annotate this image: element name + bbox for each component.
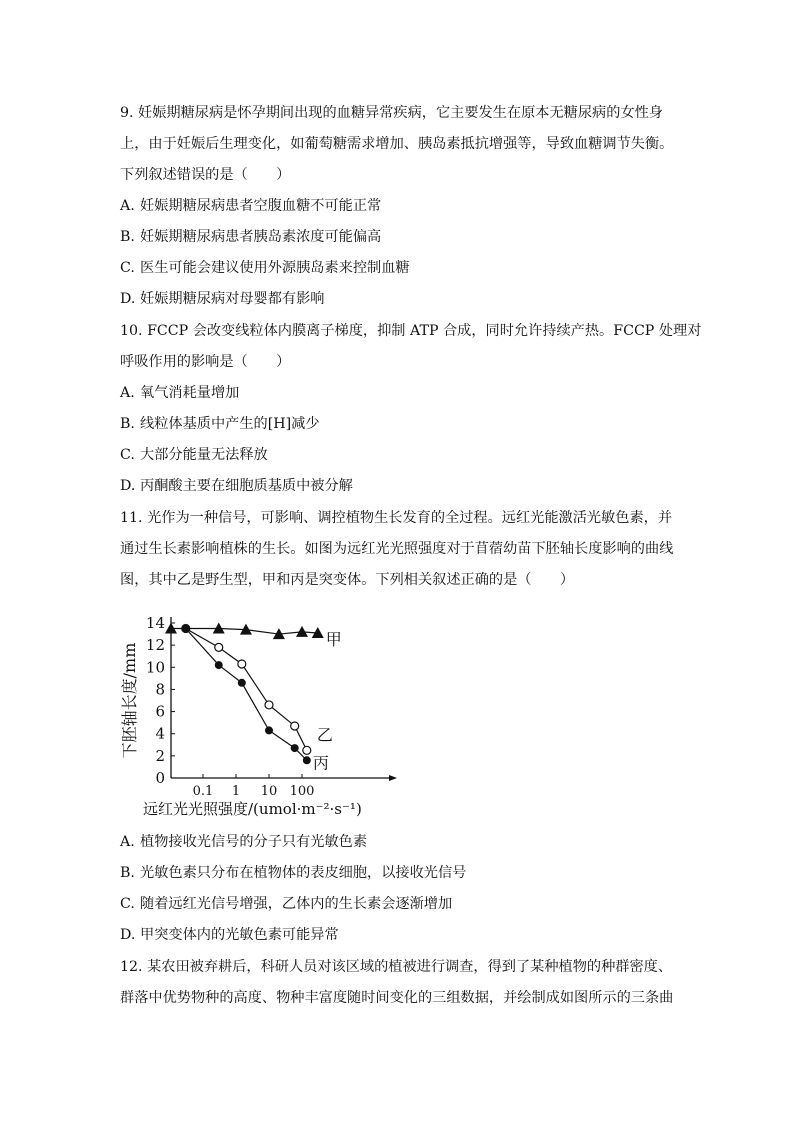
y-tick-label: 6 (155, 702, 165, 721)
q11-option-a (120, 833, 367, 851)
option-text: 甲突变体内的光敏色素可能异常 (140, 927, 339, 943)
option-letter: A. (120, 385, 135, 401)
option-letter: D. (120, 291, 136, 307)
point-triangle (296, 626, 308, 637)
point-filled-circle (238, 679, 246, 687)
point-open-circle (238, 660, 246, 668)
option-text: 妊娠期糖尿病患者空腹血糖不可能正常 (140, 198, 382, 214)
option-text: 随着远红光信号增强，乙体内的生长素会逐渐增加 (140, 896, 453, 912)
point-filled-circle (291, 744, 299, 752)
q9-stem-line-2: 上，由于妊娠后生理变化，如葡萄糖需求增加、胰岛素抵抗增强等，导致血糖调节失衡。 (120, 136, 674, 152)
x-tick-label: 0.1 (192, 784, 214, 799)
y-tick-label: 4 (155, 724, 165, 743)
option-text: 光敏色素只分布在植物体的表皮细胞，以接收光信号 (140, 865, 467, 881)
option-letter: B. (120, 416, 135, 432)
q11-option-d (120, 926, 339, 944)
option-letter: D. (120, 927, 136, 943)
option-text: 植物接收光信号的分子只有光敏色素 (140, 834, 368, 850)
q11-stem-line-2: 通过生长素影响植株的生长。如图为远红光光照强度对于苜蓿幼苗下胚轴长度影响的曲线 (120, 541, 674, 557)
q10-option-c (120, 446, 268, 464)
y-tick-label: 10 (145, 658, 165, 677)
option-letter: B. (120, 865, 135, 881)
point-open-circle (265, 701, 273, 709)
point-filled-circle (303, 756, 311, 764)
option-text: 妊娠期糖尿病对母婴都有影响 (140, 291, 325, 307)
point-open-circle (303, 746, 311, 754)
y-tick-label: 14 (145, 614, 165, 632)
x-tick-label: 100 (289, 784, 315, 799)
q9-stem-line-3: 下列叙述错误的是（ ） (120, 167, 291, 183)
series-label-乙: 乙 (316, 725, 333, 745)
series-label-丙: 丙 (312, 753, 329, 773)
q9-option-d (120, 290, 324, 308)
y-tick-label: 8 (155, 680, 165, 699)
option-letter: C. (120, 447, 135, 463)
q9-stem-line-1: 9. 妊娠期糖尿病是怀孕期间出现的血糖异常疾病，它主要发生在原本无糖尿病的女性身 (120, 105, 663, 121)
q10-option-b (120, 415, 320, 433)
point-open-circle (215, 643, 223, 651)
q11-stem-line-3: 图，其中乙是野生型，甲和丙是突变体。下列相关叙述正确的是（ ） (120, 572, 575, 588)
option-text: 丙酮酸主要在细胞质基质中被分解 (140, 478, 353, 494)
q9-option-c (120, 259, 410, 277)
q10-stem-line-1: 10. FCCP 会改变线粒体内膜离子梯度，抑制 ATP 合成，同时允许持续产热。FCCP 处理对 (120, 323, 702, 339)
y-axis-label: 下胚轴长度/mm (120, 642, 139, 759)
q10-option-d (120, 477, 353, 495)
q10-stem-line-2: 呼吸作用的影响是（ ） (120, 354, 291, 370)
option-text: 大部分能量无法释放 (140, 447, 268, 463)
y-tick-label: 2 (155, 746, 165, 765)
option-letter: A. (120, 834, 135, 850)
x-tick-label: 10 (260, 784, 278, 799)
q12-stem-line-1: 12. 某农田被弃耕后，科研人员对该区域的植被进行调查，得到了某种植物的种群密度、 (120, 959, 673, 975)
option-letter: D. (120, 478, 136, 494)
point-filled-circle (265, 726, 273, 734)
q11-option-c (120, 895, 452, 913)
option-letter: C. (120, 260, 135, 276)
q11-option-b (120, 864, 466, 882)
q10-option-a (120, 384, 239, 402)
option-text: 氧气消耗量增加 (140, 385, 240, 401)
y-tick-label: 0 (155, 769, 165, 787)
option-text: 妊娠期糖尿病患者胰岛素浓度可能偏高 (140, 229, 382, 245)
option-letter: B. (120, 229, 135, 245)
q12-stem-line-2: 群落中优势物种的高度、物种丰富度随时间变化的三组数据，并绘制成如图所示的三条曲 (120, 990, 674, 1006)
x-tick-label: 1 (231, 784, 241, 799)
option-text: 线粒体基质中产生的[H]减少 (140, 416, 320, 432)
point-open-circle (291, 722, 299, 730)
series-label-甲: 甲 (325, 629, 342, 649)
q9-option-a (120, 197, 381, 215)
option-letter: A. (120, 198, 135, 214)
point-filled-circle (182, 625, 190, 633)
option-text: 医生可能会建议使用外源胰岛素来控制血糖 (140, 260, 410, 276)
point-filled-circle (215, 661, 223, 669)
option-letter: C. (120, 896, 135, 912)
hypocotyl-length-chart (115, 605, 415, 825)
x-axis-arrow (389, 775, 397, 781)
series-line-丙 (186, 629, 307, 761)
q11-stem-line-1: 11. 光作为一种信号，可影响、调控植物生长发育的全过程。远红光能激活光敏色素，并 (120, 510, 673, 526)
x-axis-label: 远红光光照强度/(umol·m⁻²·s⁻¹) (143, 800, 362, 818)
q9-option-b (120, 228, 381, 246)
y-tick-label: 12 (145, 636, 165, 655)
